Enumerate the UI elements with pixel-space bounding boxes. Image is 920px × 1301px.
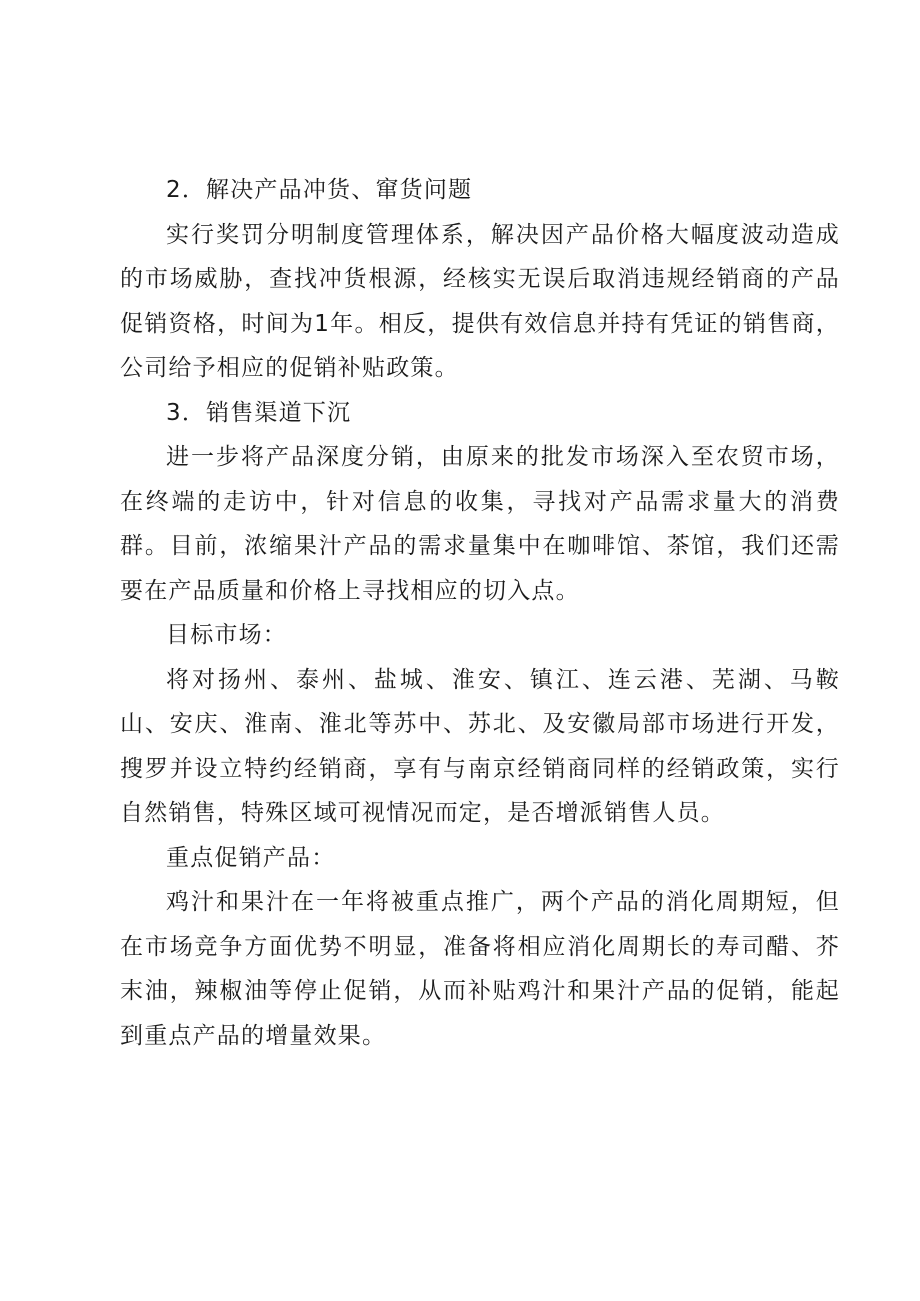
section-heading-target-market: 目标市场： xyxy=(166,622,287,648)
paragraph-target-market: 将对扬州、泰州、盐城、淮安、镇江、连云港、芜湖、马鞍山、安庆、淮南、淮北等苏中、苏北、及安徽局部市场进行开发，搜罗并设立特约经销商，享有与南京经销商同样的经销政策，实行自然销售，特殊区域可视情况而定，是否增派销售人员。 xyxy=(120,666,840,826)
section-heading-anti-diversion: 2．解决产品冲货、窜货问题 xyxy=(166,177,473,203)
paragraph-key-products: 鸡汁和果汁在一年将被重点推广，两个产品的消化周期短，但在市场竞争方面优势不明显，准备将相应消化周期长的寿司醋、芥末油，辣椒油等停止促销，从而补贴鸡汁和果汁产品的促销，能起到重点产品的增量效果。 xyxy=(120,889,840,1049)
section-heading-key-products: 重点促销产品： xyxy=(166,844,336,871)
section-heading-channel-sinking: 3．销售渠道下沉 xyxy=(166,399,352,426)
document-body xyxy=(120,168,840,1058)
paragraph-reward-penalty: 实行奖罚分明制度管理体系，解决因产品价格大幅度波动造成的市场威胁，查找冲货根源，经核实无误后取消违规经销商的产品促销资格，时间为1年。相反，提供有效信息并持有凭证的销售商，公司给予相应的促销补贴政策。 xyxy=(120,221,840,381)
paragraph-deep-distribution: 进一步将产品深度分销，由原来的批发市场深入至农贸市场，在终端的走访中，针对信息的收集，寻找对产品需求量大的消费群。目前，浓缩果汁产品的需求量集中在咖啡馆、茶馆，我们还需要在产品质量和价格上寻找相应的切入点。 xyxy=(120,444,840,604)
